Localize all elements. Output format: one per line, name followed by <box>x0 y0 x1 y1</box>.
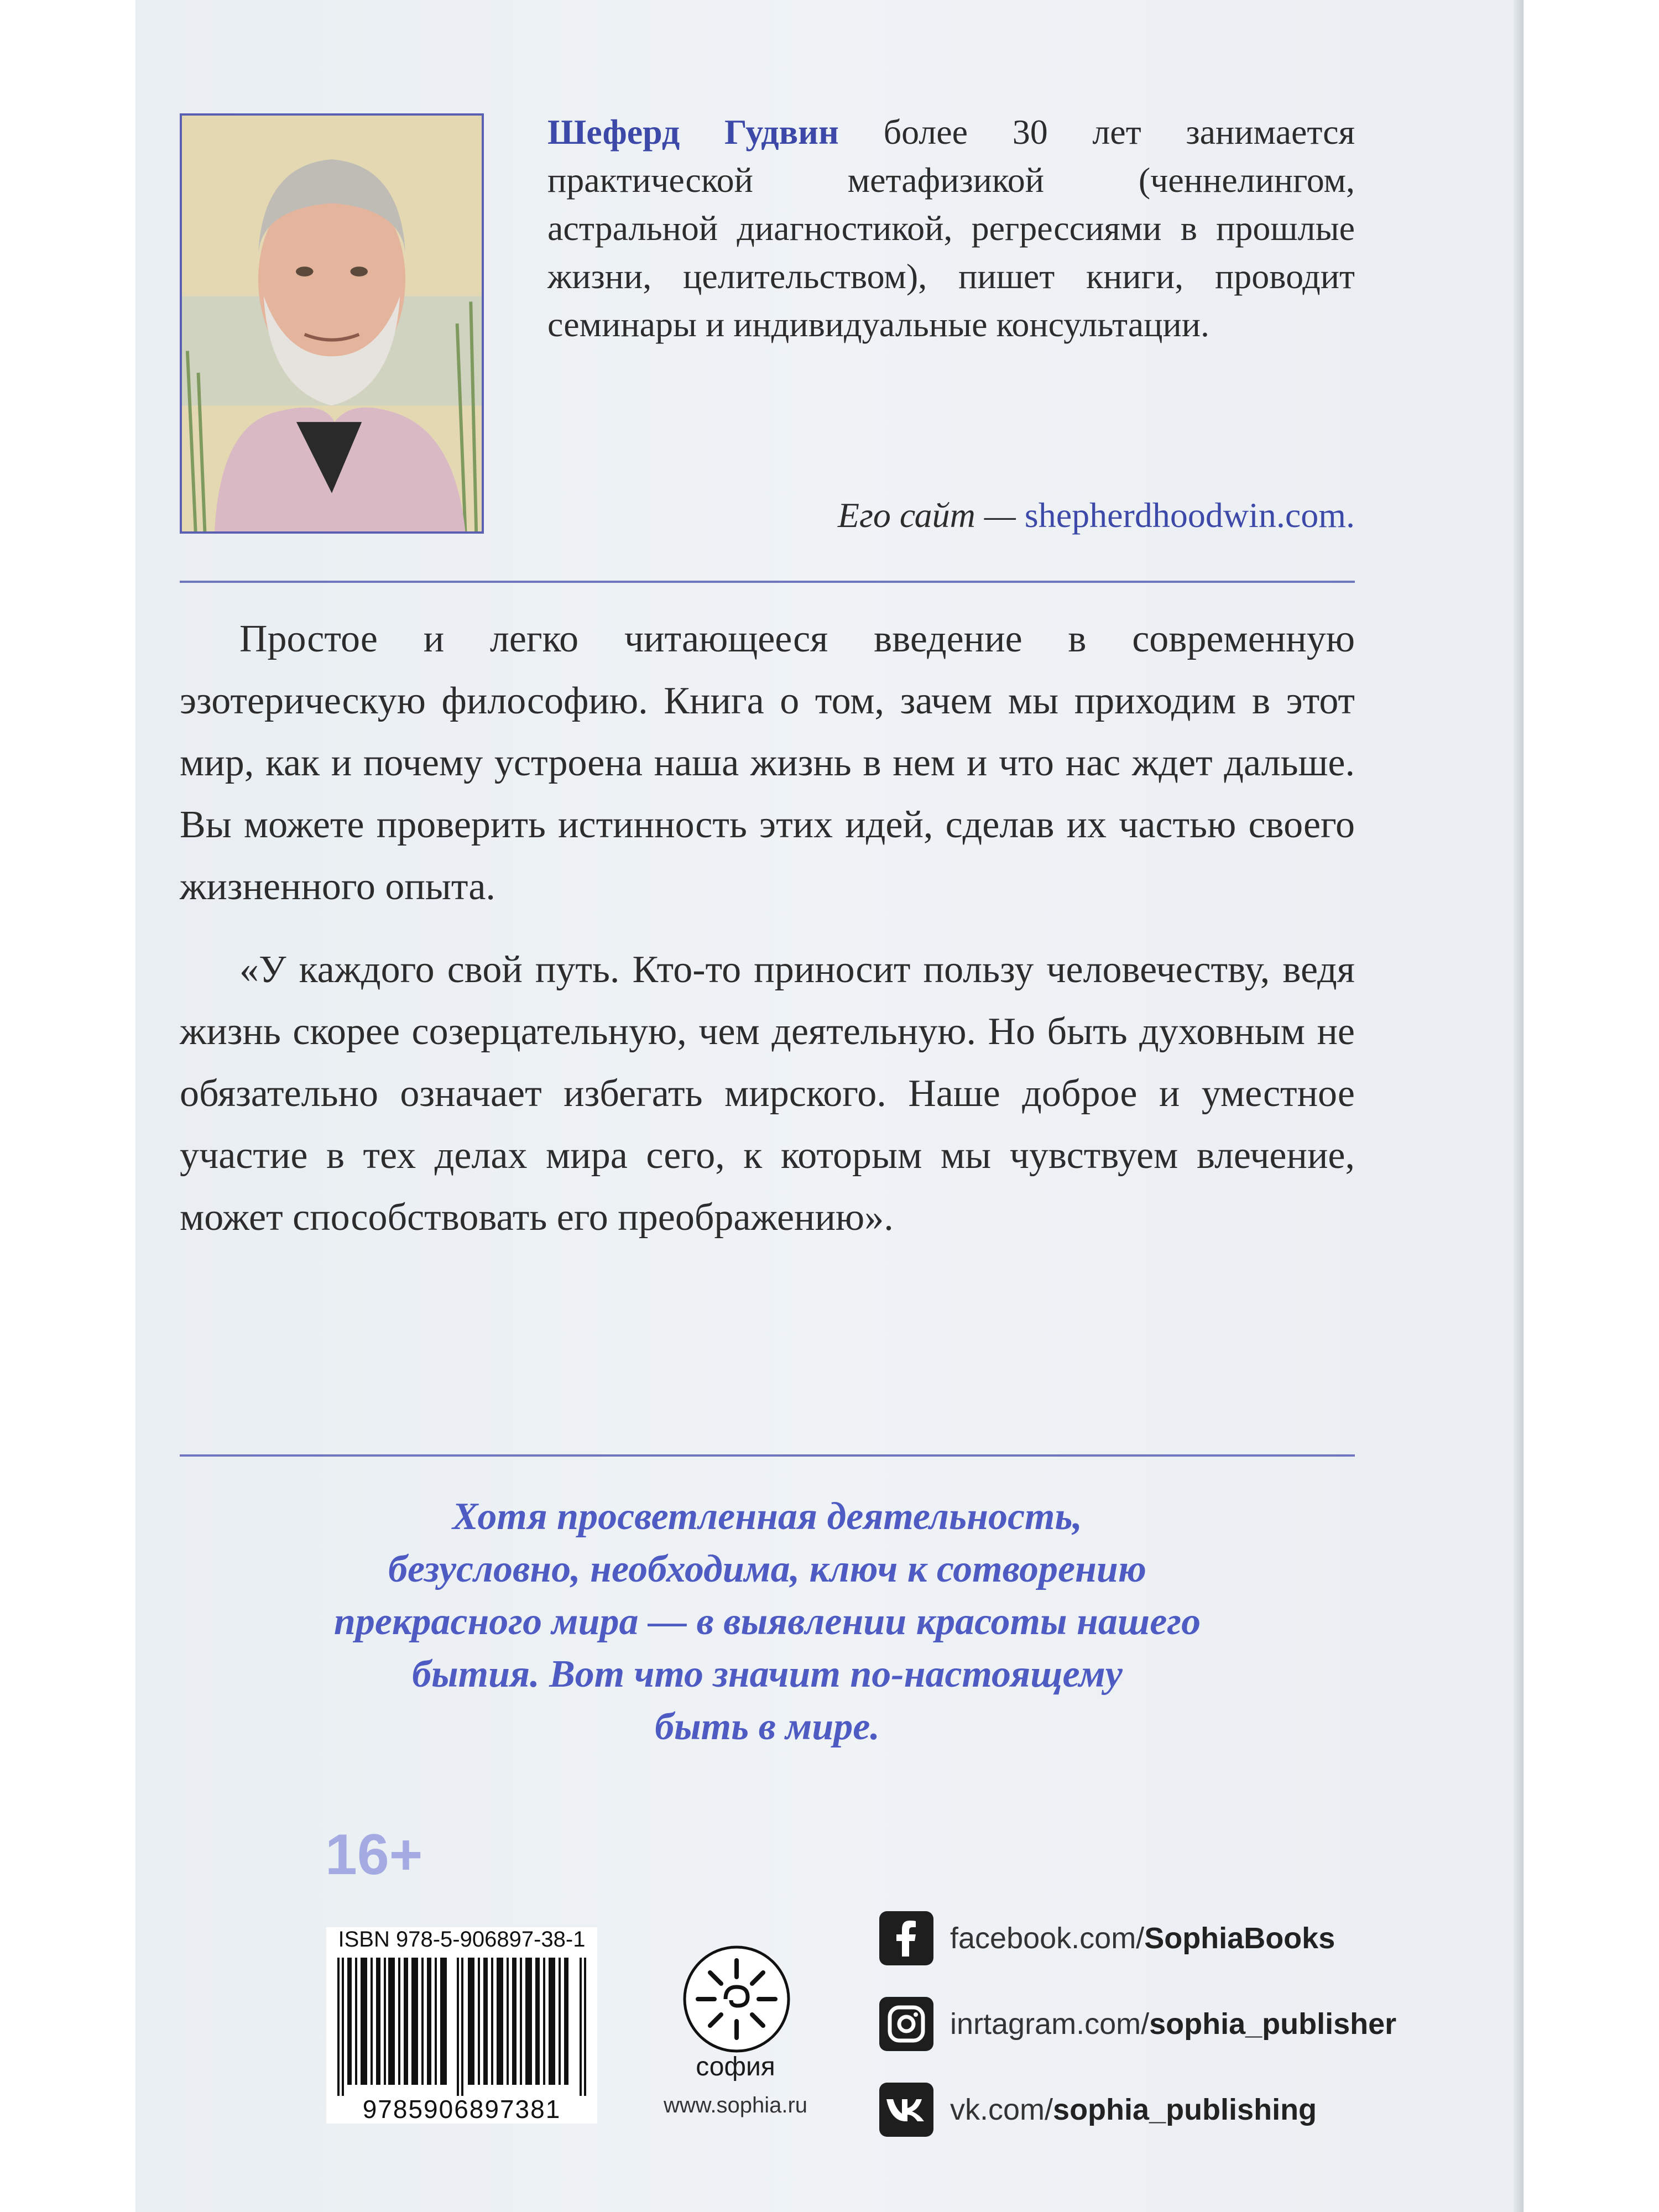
vk-prefix: vk.com/ <box>950 2093 1053 2126</box>
highlight-line: быть в мире. <box>655 1705 880 1748</box>
description-paragraph-2: «У каждого свой путь. Кто-то приносит пользу человечеству, ведя жизнь скорее созерцательную, чем деятельную. Но быть духовным не обязательно означает избегать мирского. Наше доброе и уместное участие в тех делах мира сего, к которым мы чувствуем влечение, может способствовать его преображению». <box>180 948 1355 1239</box>
social-instagram[interactable] <box>879 1994 1543 2054</box>
author-bio-text: более 30 лет занимается практической метафизикой (ченнелингом, астральной диагностикой, регрессиями в прошлые жизни, целительством), пишет книги, проводит семинары и индивидуальные консультации. <box>547 112 1355 344</box>
highlight-line: прекрасного мира — в выявлении красоты нашего <box>333 1600 1201 1643</box>
cover-edge <box>1514 0 1524 2212</box>
highlight-quote <box>180 1490 1355 1753</box>
isbn-label: ISBN 978-5-906897-38-1 <box>338 1927 586 1952</box>
publisher-name: софия <box>696 2052 775 2081</box>
vk-icon <box>879 2083 933 2137</box>
author-site-link[interactable]: shepherdhoodwin.com. <box>1024 495 1355 535</box>
author-photo <box>180 113 484 534</box>
divider-top <box>180 581 1355 583</box>
facebook-prefix: facebook.com/ <box>950 1922 1145 1955</box>
instagram-icon <box>879 1997 933 2051</box>
age-rating-badge: 16+ <box>325 1823 423 1887</box>
vk-link <box>950 2093 1317 2127</box>
social-vk[interactable] <box>879 2079 1543 2140</box>
instagram-handle: sophia_publisher <box>1149 2007 1397 2041</box>
barcode-bars <box>326 1958 597 2096</box>
vk-handle: sophia_publishing <box>1053 2093 1317 2126</box>
facebook-handle: SophiaBooks <box>1144 1922 1335 1955</box>
social-facebook[interactable] <box>879 1908 1543 1969</box>
instagram-link <box>950 2007 1396 2041</box>
description-paragraph-1: Простое и легко читающееся введение в современную эзотерическую философию. Книга о том, зачем мы приходим в этот мир, как и почему устроена наша жизнь в нем и что нас ждет дальше. Вы можете проверить истинность этих идей, сделав их частью своего жизненного опыта. <box>180 618 1355 908</box>
barcode-digits: 9785906897381 <box>362 2095 561 2124</box>
divider-bottom <box>180 1454 1355 1457</box>
author-site-line <box>547 495 1355 536</box>
facebook-link <box>950 1921 1335 1955</box>
author-bio <box>547 108 1355 348</box>
publisher-logo-icon <box>681 1944 792 2054</box>
publisher-site[interactable]: www.sophia.ru <box>663 2093 808 2117</box>
highlight-line: безусловно, необходима, ключ к сотворению <box>388 1548 1146 1590</box>
instagram-prefix: inrtagram.com/ <box>950 2007 1150 2041</box>
isbn-barcode <box>326 1927 597 2124</box>
book-description <box>180 608 1355 1270</box>
highlight-line: бытия. Вот что значит по-настоящему <box>412 1653 1123 1695</box>
author-site-label: Его сайт — <box>837 495 1016 535</box>
facebook-icon <box>879 1911 933 1965</box>
highlight-line: Хотя просветленная деятельность, <box>452 1495 1082 1538</box>
author-name: Шеферд Гудвин <box>547 112 839 152</box>
